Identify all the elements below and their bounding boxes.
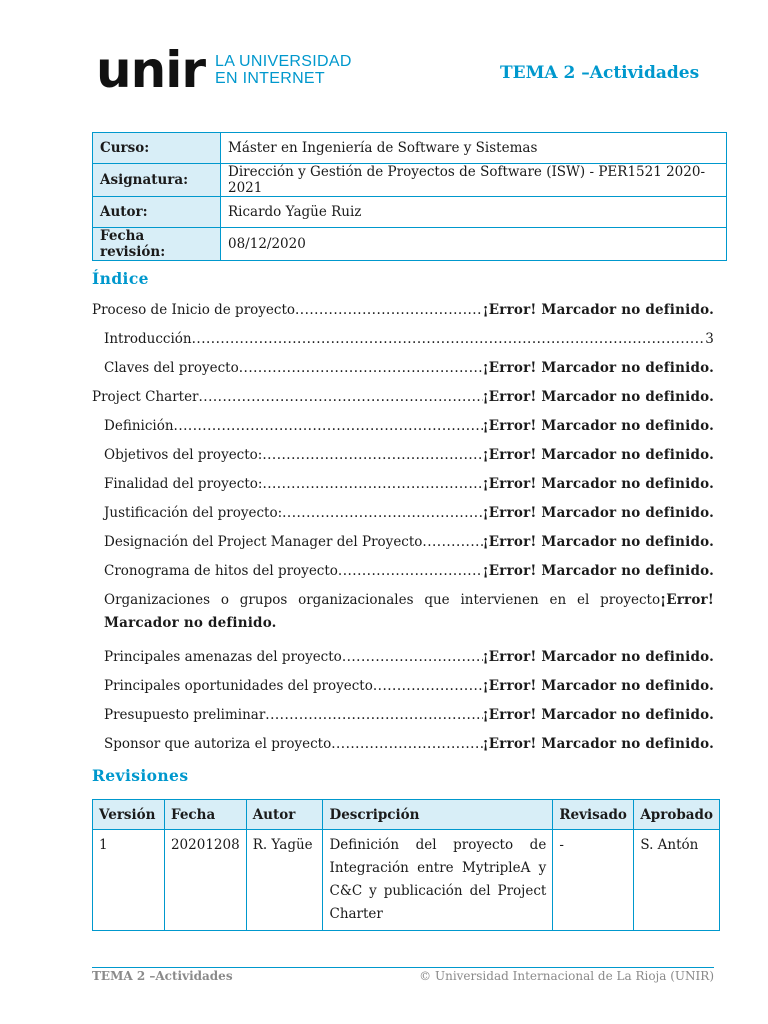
toc-entry-ref: ¡Error! Marcador no definido. <box>482 707 714 723</box>
toc-leader <box>422 528 482 557</box>
toc-entry-ref: ¡Error! Marcador no definido. <box>482 505 714 521</box>
toc-entry-ref: 3 <box>705 331 714 347</box>
toc-leader <box>331 730 482 759</box>
toc-entry-title: Sponsor que autoriza el proyecto <box>104 736 332 752</box>
toc-entry-ref: ¡Error! Marcador no definido. <box>482 418 714 434</box>
revisions-heading: Revisiones <box>92 766 189 785</box>
toc-entry[interactable] <box>92 354 714 383</box>
logo-tagline <box>215 53 352 87</box>
info-value: 08/12/2020 <box>221 228 727 261</box>
toc-entry-ref: ¡Error! Marcador no definido. <box>104 592 714 631</box>
table-row <box>93 197 727 228</box>
course-info-table <box>92 132 727 261</box>
logo-tagline-line-1: LA UNIVERSIDAD <box>215 53 352 70</box>
toc-leader <box>199 383 483 412</box>
toc-leader <box>265 701 482 730</box>
toc-entry-title: Justificación del proyecto: <box>104 505 283 521</box>
table-row <box>93 830 720 931</box>
toc-leader <box>282 499 483 528</box>
toc-entry[interactable] <box>92 528 714 557</box>
toc-entry[interactable] <box>92 499 714 528</box>
toc-entry-title: Principales oportunidades del proyecto <box>104 678 373 694</box>
toc-entry[interactable] <box>92 383 714 412</box>
toc-entry[interactable] <box>92 589 714 637</box>
column-header: Aprobado <box>634 800 720 830</box>
toc-leader <box>192 325 706 354</box>
toc-entry-title: Definición <box>104 418 174 434</box>
toc-entry-ref: ¡Error! Marcador no definido. <box>482 302 714 318</box>
info-label: Asignatura: <box>93 164 221 197</box>
info-label: Curso: <box>93 133 221 164</box>
toc-entry[interactable] <box>92 441 714 470</box>
toc-entry[interactable] <box>92 701 714 730</box>
logo-tagline-line-2: EN INTERNET <box>215 70 325 87</box>
toc-entry[interactable] <box>92 412 714 441</box>
index-heading: Índice <box>92 269 149 288</box>
footer-title: TEMA 2 –Actividades <box>92 969 233 983</box>
revisions-table <box>92 799 720 931</box>
toc-entry-title: Cronograma de hitos del proyecto <box>104 563 338 579</box>
toc-entry[interactable] <box>92 470 714 499</box>
table-cell: - <box>553 830 634 931</box>
document-title: TEMA 2 –Actividades <box>500 63 700 83</box>
toc-entry[interactable] <box>92 643 714 672</box>
info-value: Ricardo Yagüe Ruiz <box>221 197 727 228</box>
table-cell: Definición del proyecto de Integración entre MytripleA y C&C y publicación del Project Charter <box>323 830 553 931</box>
toc-leader <box>338 557 483 586</box>
info-label: Autor: <box>93 197 221 228</box>
toc-leader <box>262 470 482 499</box>
column-header: Fecha <box>164 800 246 830</box>
toc-leader <box>342 643 483 672</box>
toc-entry-title: Introducción <box>104 331 192 347</box>
toc-leader <box>174 412 483 441</box>
toc-entry-title: Objetivos del proyecto: <box>104 447 263 463</box>
toc-leader <box>295 296 483 325</box>
toc-leader <box>262 441 482 470</box>
table-row <box>93 133 727 164</box>
column-header: Revisado <box>553 800 634 830</box>
table-cell: R. Yagüe <box>246 830 323 931</box>
toc-entry-ref: ¡Error! Marcador no definido. <box>482 389 714 405</box>
toc-entry[interactable] <box>92 325 714 354</box>
toc-leader <box>373 672 483 701</box>
toc-entry[interactable] <box>92 557 714 586</box>
toc-entry-title: Proceso de Inicio de proyecto <box>92 302 296 318</box>
toc-entry-ref: ¡Error! Marcador no definido. <box>482 534 714 550</box>
logo-mark: unir <box>96 41 205 99</box>
toc-entry[interactable] <box>92 296 714 325</box>
unir-logo <box>96 41 352 99</box>
toc-leader <box>239 354 483 383</box>
toc-entry-title: Principales amenazas del proyecto <box>104 649 342 665</box>
table-cell: 1 <box>93 830 165 931</box>
toc-entry-title: Finalidad del proyecto: <box>104 476 263 492</box>
table-cell: S. Antón <box>634 830 720 931</box>
toc-entry-ref: ¡Error! Marcador no definido. <box>482 563 714 579</box>
table-header-row <box>93 800 720 830</box>
column-header: Autor <box>246 800 323 830</box>
toc-entry-title: Designación del Project Manager del Proyecto <box>104 534 423 550</box>
info-value: Máster en Ingeniería de Software y Sistemas <box>221 133 727 164</box>
toc-entry-ref: ¡Error! Marcador no definido. <box>482 649 714 665</box>
toc-entry[interactable] <box>92 672 714 701</box>
table-cell: 20201208 <box>164 830 246 931</box>
toc-entry-title: Project Charter <box>92 389 199 405</box>
table-of-contents <box>92 296 714 759</box>
toc-entry-title: Presupuesto preliminar <box>104 707 266 723</box>
table-row <box>93 228 727 261</box>
column-header: Versión <box>93 800 165 830</box>
toc-entry-ref: ¡Error! Marcador no definido. <box>482 447 714 463</box>
toc-entry-title: Organizaciones o grupos organizacionales que intervienen en el proyecto <box>104 592 661 608</box>
info-value: Dirección y Gestión de Proyectos de Software (ISW) - PER1521 2020-2021 <box>221 164 727 197</box>
toc-entry-ref: ¡Error! Marcador no definido. <box>482 360 714 376</box>
info-label: Fecha revisión: <box>93 228 221 261</box>
toc-entry-ref: ¡Error! Marcador no definido. <box>482 678 714 694</box>
footer-copyright: © Universidad Internacional de La Rioja (UNIR) <box>419 969 714 983</box>
toc-entry-ref: ¡Error! Marcador no definido. <box>482 736 714 752</box>
table-row <box>93 164 727 197</box>
footer-divider <box>92 967 714 968</box>
column-header: Descripción <box>323 800 553 830</box>
toc-entry-title: Claves del proyecto <box>104 360 239 376</box>
toc-entry-ref: ¡Error! Marcador no definido. <box>482 476 714 492</box>
toc-entry[interactable] <box>92 730 714 759</box>
